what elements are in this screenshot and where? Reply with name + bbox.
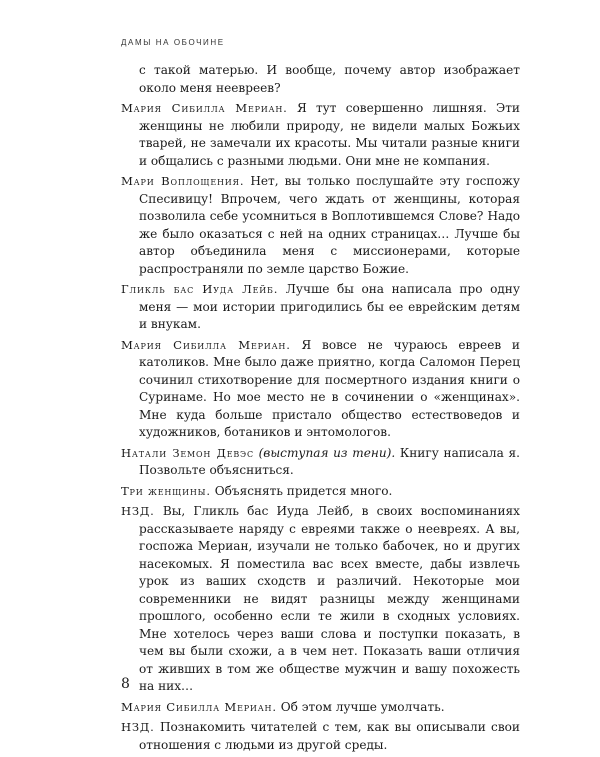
paragraph-text: Книгу написала я. Позвольте объясниться. — [139, 445, 520, 477]
paragraph-text: Познакомить читателей с тем, как вы описывали свои отношения с людьми из другой среды. — [139, 720, 520, 752]
paragraph-continuation — [121, 62, 520, 97]
speaker-name: Мари Воплощения. — [121, 174, 245, 188]
body-text — [121, 62, 520, 757]
dialogue-paragraph — [121, 699, 520, 717]
speaker-name: Гликль бас Иуда Лейб. — [121, 282, 279, 296]
dialogue-paragraph — [121, 173, 520, 278]
speaker-name: НЗД. — [121, 720, 155, 734]
speaker-name: Три женщины. — [121, 483, 211, 498]
paragraph-text: Нет, вы только послушайте эту госпожу Спесивицу! Впрочем, чего ждать от женщины, которая позволила себе усомниться в Воплотившемся Слове? Надо же было оказаться с ней на одних страницах… Лучше бы автор объединила меня с миссионерами, которые распространяли по земле царство Божие. — [139, 174, 520, 276]
speaker-name: Натали Земон Девэс — [121, 445, 254, 460]
paragraph-text: с такой матерью. И вообще, почему автор изображает около меня неевреев? — [139, 63, 520, 95]
dialogue-paragraph — [121, 719, 520, 754]
dialogue-paragraph — [121, 503, 520, 696]
dialogue-paragraph — [121, 483, 520, 501]
paragraph-text: Я тут совершенно лишняя. Эти женщины не любили природу, не видели малых Божьих тварей, не замечали их красоты. Мы читали разные книги и общались с разными людьми. Они мне не компания. — [139, 101, 520, 168]
speaker-name: Мария Сибилла Мериан. — [121, 699, 277, 714]
paragraph-text: Об этом лучше умолчать. — [280, 699, 445, 714]
dialogue-paragraph — [121, 281, 520, 334]
paragraph-text: Я вовсе не чураюсь евреев и католиков. Мне было даже приятно, когда Саломон Перец сочинил стихотворение для посмертного издания книги о Суринаме. Но мое место не в сочинении о «женщинах». Мне куда больше пристало общество естествоведов и художников, ботаников и энтомологов. — [139, 337, 520, 439]
dialogue-paragraph — [121, 337, 520, 442]
running-header: ДАМЫ НА ОБОЧИНЕ — [121, 38, 225, 47]
paragraph-text: Лучше бы она написала про одну меня — мои истории пригодились бы ее еврейским детям и внукам. — [139, 282, 520, 331]
paragraph-text: Объяснять придется много. — [214, 483, 393, 498]
speaker-name: Мария Сибилла Мериан. — [121, 101, 288, 115]
stage-direction: (выступая из тени). — [258, 445, 396, 460]
dialogue-paragraph — [121, 100, 520, 170]
dialogue-paragraph — [121, 445, 520, 480]
page-number: 8 — [121, 676, 130, 692]
speaker-name: НЗД. — [121, 504, 155, 518]
paragraph-text: Вы, Гликль бас Иуда Лейб, в своих воспоминаниях рассказываете наряду с евреями также о неевреях. А вы, госпожа Мериан, изучали не только бабочек, но и других насекомых. Я поместила вас всех вместе, дабы извлечь урок из ваших сходств и различий. Некоторые мои современники не видят разницы между женщинами прошлого, особенно если те жили в сходных условиях. Мне хотелось через ваши слова и поступки показать, в чем вы были схожи, а в чем нет. Показать ваши отличия от живших в том же обществе мужчин и вашу похожесть на них… — [139, 504, 520, 693]
speaker-name: Мария Сибилла Мериан. — [121, 337, 291, 352]
